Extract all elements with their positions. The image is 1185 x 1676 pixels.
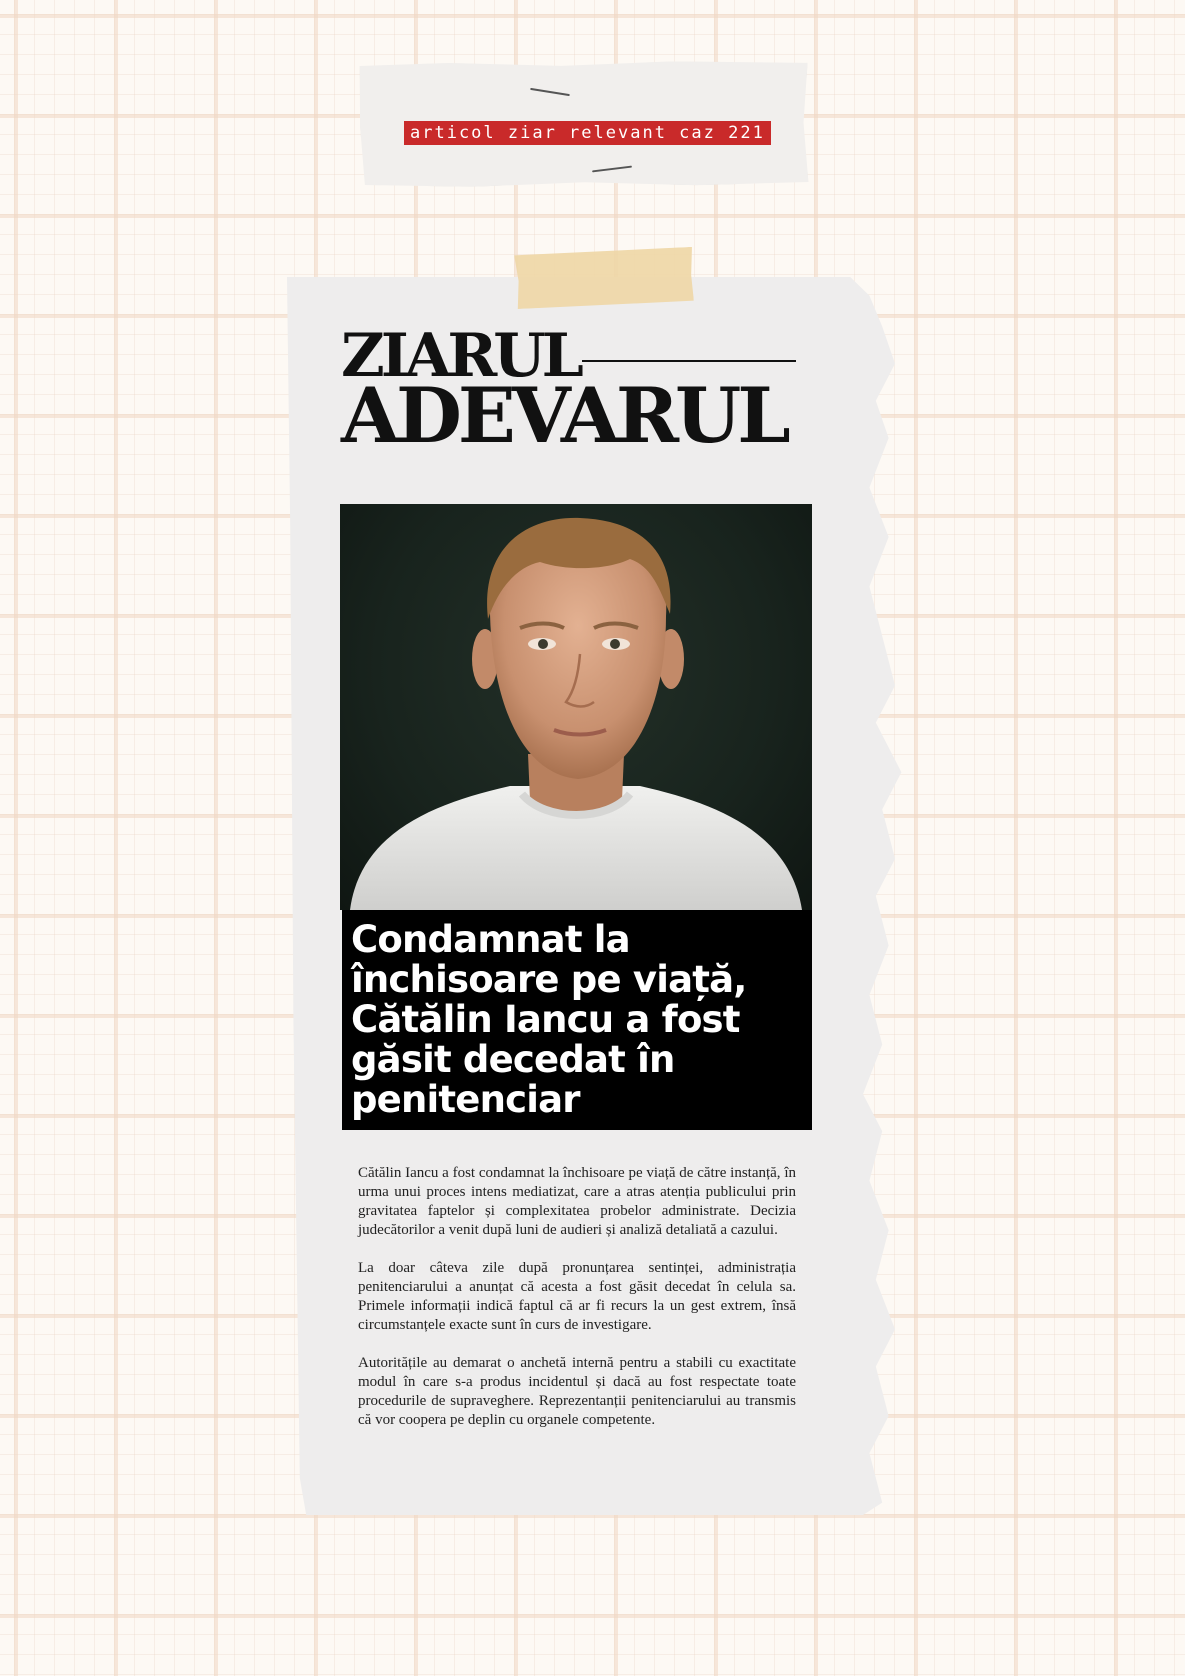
masthead-line-2: ADEVARUL	[341, 370, 787, 460]
article-paragraph: La doar câteva zile după pronunțarea sentinței, administrația penitenciarului a anunțat că acesta a fost găsit decedat în celula sa. Primele informații indică faptul că ar fi recurs la un gest extrem, însă circumstanțele exacte sunt în curs de investigare.	[358, 1260, 796, 1333]
case-label: articol ziar relevant caz 221	[404, 121, 771, 145]
tape-strip	[514, 247, 694, 309]
masthead-rule	[582, 360, 796, 362]
article-paragraph: Cătălin Iancu a fost condamnat la închisoare pe viață de către instanță, în urma unui proces intens mediatizat, care a atras atenția publicului prin gravitatea faptelor și complexitatea probelor administrate. Decizia judecătorilor a venit după luni de audieri și analiză detaliată a cazului.	[358, 1165, 796, 1238]
masthead-line-1: ZIARUL	[341, 321, 580, 391]
article-paragraph: Autoritățile au demarat o anchetă internă pentru a stabili cu exactitate modul în care s-a produs incidentul și dacă au fost respectate toate procedurile de supraveghere. Reprezentanții penitenciarului au transmis că vor coopera pe deplin cu organele competente.	[358, 1355, 796, 1428]
newspaper-masthead	[341, 321, 787, 460]
portrait-illustration	[340, 504, 812, 910]
portrait-photo	[340, 504, 812, 910]
article-body	[358, 1164, 796, 1449]
article-headline: Condamnat la închisoare pe viață, Cătălin Iancu a fost găsit decedat în penitenciar	[351, 918, 747, 1121]
